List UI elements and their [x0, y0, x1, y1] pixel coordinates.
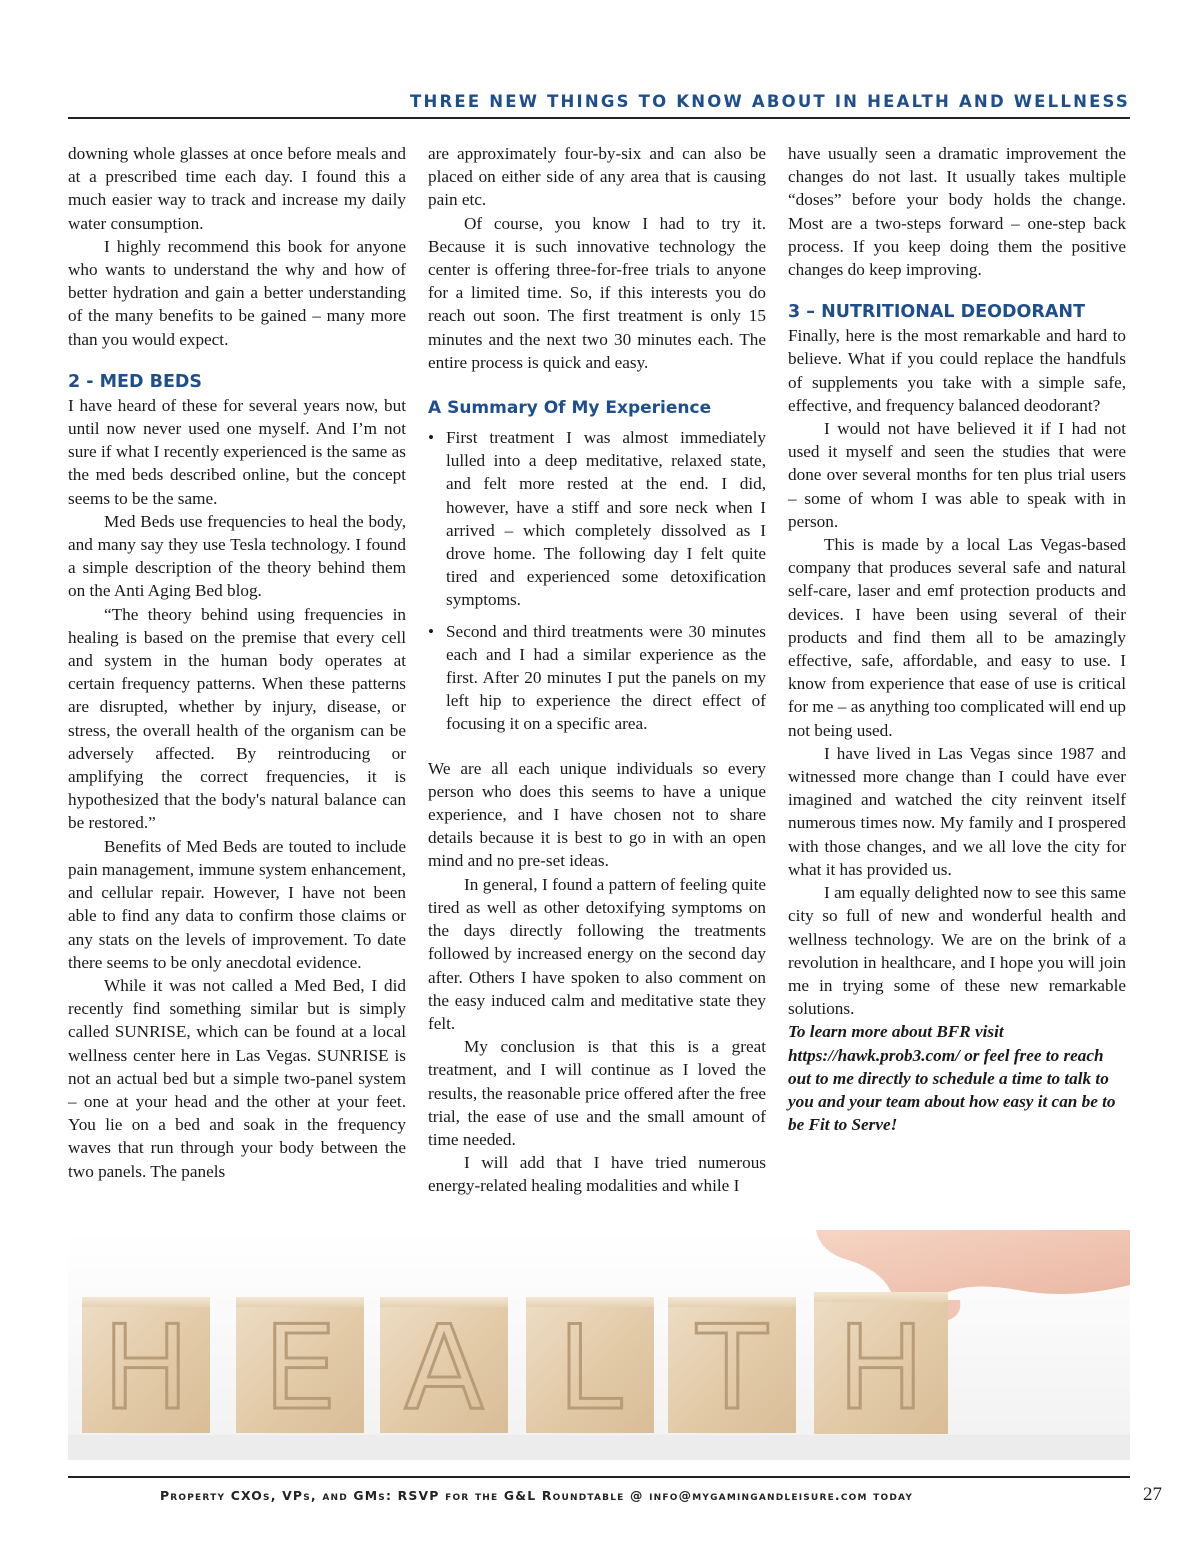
paragraph: My conclusion is that this is a great treatment, and I will continue as I loved the results, the reasonable price offered after the free trial, the ease of use and the small amount of time needed. — [428, 1037, 766, 1149]
paragraph: I will add that I have tried numerous energy-related healing modalities and while I — [428, 1153, 766, 1196]
paragraph: This is made by a local Las Vegas-based company that produces several safe and natural self-care, laser and emf protection products and devices. I have been using several of their products and find them all to be amazingly effective, safe, affordable, and easy to use. I know from experience that ease of use is critical for me – as anything too complicated will end up not being used. — [788, 535, 1126, 740]
list-item-text: First treatment I was almost immediately lulled into a deep meditative, relaxed state, and felt more rested at the end. I did, however, have a stiff and sore neck when I arrived – which completely dissolved as I drove home. The following day I felt quite tired and experienced some detoxification symptoms. — [446, 428, 766, 610]
column-2 — [428, 142, 766, 1198]
section-heading-nutritional-deodorant: 3 – NUTRITIONAL DEODORANT — [788, 302, 1086, 323]
subheading-summary: A Summary Of My Experience — [428, 398, 712, 419]
block-h2 — [814, 1292, 948, 1436]
block-t — [668, 1297, 796, 1436]
paragraph: are approximately four-by-six and can also be placed on either side of any area that is causing pain etc. — [428, 144, 766, 210]
running-title: THREE NEW THINGS TO KNOW ABOUT IN HEALTH AND WELLNESS — [410, 92, 1130, 111]
paragraph: Med Beds use frequencies to heal the body, and many say they use Tesla technology. I found a simple description of the theory behind them on the Anti Aging Bed blog. — [68, 511, 406, 601]
health-blocks-photo — [68, 1230, 1130, 1460]
experience-list — [428, 426, 766, 736]
list-item — [428, 426, 766, 612]
paragraph: I have lived in Las Vegas since 1987 and witnessed more change than I could have ever imagined and watched the city reinvent itself numerous times now. My family and I prospered with those changes, and we all love the city for what it has provided us. — [788, 743, 1126, 879]
block-letter: H — [102, 1301, 190, 1436]
footer-divider — [68, 1476, 1130, 1478]
block-h1 — [82, 1297, 210, 1436]
list-item — [428, 620, 766, 736]
block-letter: L — [557, 1301, 623, 1436]
block-a — [380, 1297, 508, 1436]
footer-rsvp-text: Property CXOs, VPs, and GMs: RSVP for the G&L Roundtable @ info@mygamingandleisure.com today — [160, 1488, 914, 1503]
block-letter: H — [837, 1301, 925, 1436]
paragraph: While it was not called a Med Bed, I did recently find something similar but is simply called SUNRISE, which can be found at a local wellness center here in Las Vegas. SUNRISE is not an actual bed but a simple two-panel system – one at your head and the other at your feet. You lie on a bed and soak in the frequency waves that run through your body between the two panels. The panels — [68, 975, 406, 1181]
block-letter: E — [263, 1301, 337, 1436]
section-heading-med-beds: 2 - MED BEDS — [68, 371, 203, 392]
paragraph: We are all each unique individuals so every person who does this seems to have a unique experience, and I have chosen not to share details because it is best to go in with an open mind and no pre-set ideas. — [428, 758, 766, 871]
paragraph: I am equally delighted now to see this same city so full of new and wonderful health and wellness technology. We are on the brink of a revolution in healthcare, and I hope you will join me in trying some of these new remarkable solutions. — [788, 883, 1126, 1019]
paragraph: I would not have believed it if I had not used it myself and seen the studies that were done over several months for ten plus trial users – some of whom I was able to speak with in person. — [788, 419, 1126, 531]
paragraph: Benefits of Med Beds are touted to include pain management, immune system enhancement, and cellular repair. However, I have not been able to find any data to confirm those claims or any stats on the levels of improvement. To date there seems to be only anecdotal evidence. — [68, 836, 406, 972]
health-blocks-illustration — [68, 1230, 1130, 1460]
paragraph: have usually seen a dramatic improvement the changes do not last. It usually takes multiple “doses” before your body holds the change. Most are a two-steps forward – one-step back process. If you keep doing them the positive changes do keep improving. — [788, 144, 1126, 280]
call-to-action: To learn more about BFR visit https://hawk.prob3.com/ or feel free to reach out to me directly to schedule a time to talk to you and your team about how easy it can be to be Fit to Serve! — [788, 1022, 1116, 1135]
block-e — [236, 1297, 364, 1436]
block-letter: T — [696, 1301, 768, 1436]
paragraph: Of course, you know I had to try it. Because it is such innovative technology the center is offering three-for-free trials to anyone for a limited time. So, if this interests you do reach out soon. The first treatment is only 15 minutes and the next two 30 minutes each. The entire process is quick and easy. — [428, 213, 766, 372]
bullet-icon: • — [428, 621, 435, 641]
block-l — [526, 1297, 654, 1436]
bullet-icon: • — [428, 428, 435, 448]
quote-paragraph: “The theory behind using frequencies in healing is based on the premise that every cell and system in the human body operates at certain frequency patterns. When these patterns are disrupted, whether by injury, disease, or stress, the overall health of the organism can be adversely affected. By reintroducing or amplifying the correct frequencies, it is hypothesized that the body's natural balance can be restored.” — [68, 604, 406, 833]
paragraph: I have heard of these for several years now, but until now never used one myself. And I’m not sure if what I recently experienced is the same as the med beds described online, but the concept seems to be the same. — [68, 395, 406, 508]
block-letter: A — [404, 1301, 484, 1436]
paragraph: I highly recommend this book for anyone who wants to understand the why and how of better hydration and gain a better understanding of the many benefits to be gained – many more than you would expect. — [68, 236, 406, 349]
list-item-text: Second and third treatments were 30 minutes each and I had a similar experience as the first. After 20 minutes I put the panels on my left hip to experience the direct effect of focusing it on a specific area. — [446, 621, 766, 734]
column-1 — [68, 142, 406, 1183]
column-3 — [788, 142, 1126, 1136]
paragraph: downing whole glasses at once before meals and at a prescribed time each day. I found this a much easier way to track and increase my daily water consumption. — [68, 144, 406, 233]
header-divider — [68, 117, 1130, 119]
paragraph: In general, I found a pattern of feeling quite tired as well as other detoxifying symptoms on the days directly following the treatments followed by increased energy on the second day after. Others I have spoken to also comment on the easy induced calm and meditative state they felt. — [428, 874, 766, 1033]
page-number: 27 — [1143, 1484, 1162, 1505]
paragraph: Finally, here is the most remarkable and hard to believe. What if you could replace the handfuls of supplements you take with a simple safe, effective, and frequency balanced deodorant? — [788, 326, 1126, 415]
